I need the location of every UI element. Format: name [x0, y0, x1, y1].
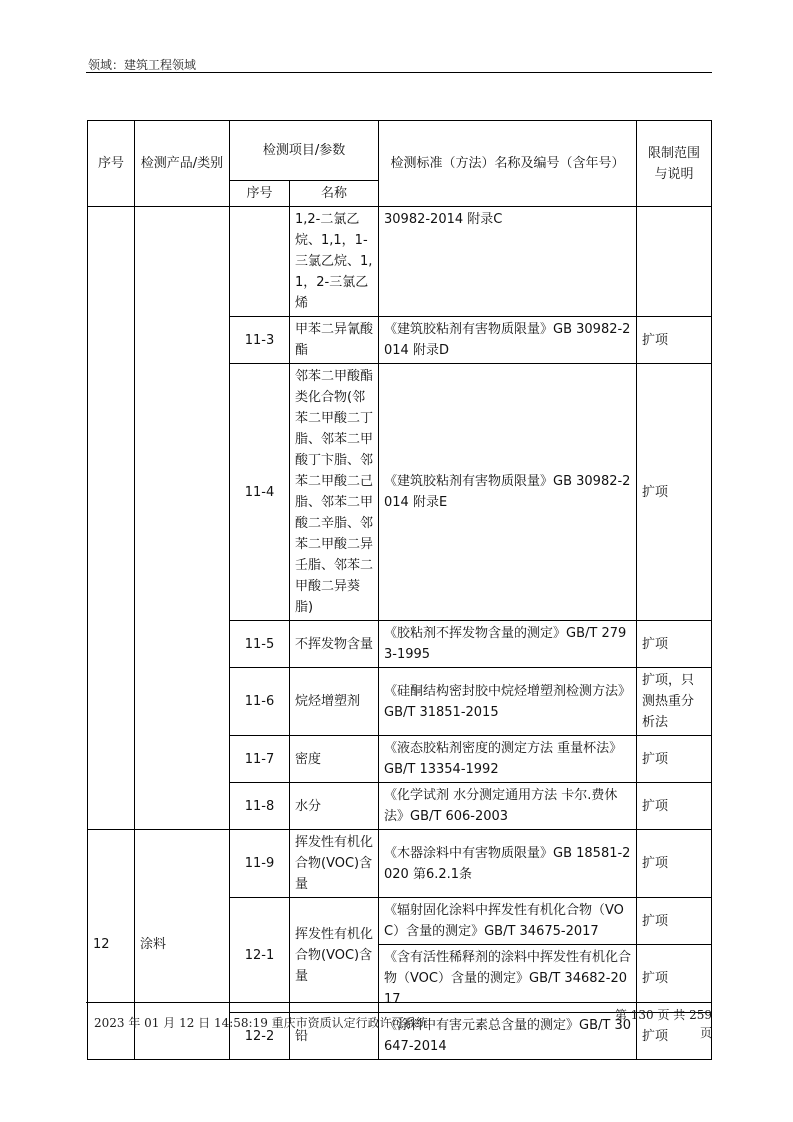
standard-cell: 《涂料中有害元素总含量的测定》GB/T 30647-2014: [379, 1013, 637, 1060]
sub-seq-cell: 11-5: [230, 621, 290, 668]
standard-cell: 《建筑胶粘剂有害物质限量》GB 30982-2014 附录E: [379, 364, 637, 621]
sub-seq-cell: 12-1: [230, 898, 290, 1013]
limit-cell: 扩项: [637, 945, 712, 1013]
limit-cell: 扩项: [637, 1013, 712, 1060]
standard-cell: 《辐射固化涂料中挥发性有机化合物（VOC）含量的测定》GB/T 34675-2017: [379, 898, 637, 945]
sub-seq-cell: 11-6: [230, 668, 290, 736]
header-rule: [86, 72, 712, 73]
seq-cell-empty: [88, 207, 135, 830]
item-name-cell: 水分: [290, 783, 379, 830]
limit-cell: 扩项: [637, 317, 712, 364]
item-name-cell: 1,2-二氯乙烷、1,1，1-三氯乙烷、1,1，2-三氯乙烯: [290, 207, 379, 317]
domain-label: 领域：建筑工程领域: [88, 58, 197, 72]
limit-cell: 扩项: [637, 830, 712, 898]
footer-timestamp: 2023 年 01 月 12 日 14:58:19 重庆市资质认定行政许可系统: [94, 1016, 428, 1030]
header-item: 检测项目/参数: [230, 121, 379, 181]
table-row: [88, 830, 712, 898]
header-item-name: 名称: [290, 181, 379, 207]
footer-page-number: 第 130 页 共 259 页: [614, 1008, 712, 1040]
header-limit: 限制范围与说明: [637, 121, 712, 207]
product-cell: 涂料: [135, 830, 230, 1060]
limit-cell: 扩项: [637, 364, 712, 621]
standard-cell: 《胶粘剂不挥发物含量的测定》GB/T 2793-1995: [379, 621, 637, 668]
standard-cell: 《建筑胶粘剂有害物质限量》GB 30982-2014 附录D: [379, 317, 637, 364]
header-seq: 序号: [88, 121, 135, 207]
sub-seq-cell: [230, 207, 290, 317]
standard-cell: 30982-2014 附录C: [379, 207, 637, 317]
item-name-cell: 铅: [290, 1013, 379, 1060]
sub-seq-cell: 11-3: [230, 317, 290, 364]
limit-cell: 扩项: [637, 898, 712, 945]
inspection-table: [87, 120, 712, 1060]
limit-cell: 扩项: [637, 783, 712, 830]
product-cell-empty: [135, 207, 230, 830]
table-row: [88, 207, 712, 317]
standard-cell: 《化学试剂 水分测定通用方法 卡尔.费休法》GB/T 606-2003: [379, 783, 637, 830]
sub-seq-cell: 11-7: [230, 736, 290, 783]
seq-cell: 12: [88, 830, 135, 1060]
item-name-cell: 挥发性有机化合物(VOC)含量: [290, 830, 379, 898]
standard-cell: 《液态胶粘剂密度的测定方法 重量杯法》GB/T 13354-1992: [379, 736, 637, 783]
item-name-cell: 甲苯二异氰酸酯: [290, 317, 379, 364]
limit-cell: 扩项，只测热重分析法: [637, 668, 712, 736]
sub-seq-cell: 11-4: [230, 364, 290, 621]
limit-cell: [637, 207, 712, 317]
header-item-seq: 序号: [230, 181, 290, 207]
item-name-cell: 邻苯二甲酸酯类化合物(邻苯二甲酸二丁脂、邻苯二甲酸丁卞脂、邻苯二甲酸二己脂、邻苯二甲酸二辛脂、邻苯二甲酸二异壬脂、邻苯二甲酸二异葵脂): [290, 364, 379, 621]
sub-seq-cell: 12-2: [230, 1013, 290, 1060]
footer-rule: [86, 1002, 712, 1003]
standard-cell: 《含有活性稀释剂的涂料中挥发性有机化合物（VOC）含量的测定》GB/T 34682-2017: [379, 945, 637, 1013]
table-header-row: [88, 121, 712, 181]
item-name-cell: 不挥发物含量: [290, 621, 379, 668]
sub-seq-cell: 11-9: [230, 830, 290, 898]
sub-seq-cell: 11-8: [230, 783, 290, 830]
limit-cell: 扩项: [637, 621, 712, 668]
header-product: 检测产品/类别: [135, 121, 230, 207]
item-name-cell: 挥发性有机化合物(VOC)含量: [290, 898, 379, 1013]
header-standard: 检测标准（方法）名称及编号（含年号）: [379, 121, 637, 207]
item-name-cell: 烷烃增塑剂: [290, 668, 379, 736]
limit-cell: 扩项: [637, 736, 712, 783]
standard-cell: 《木器涂料中有害物质限量》GB 18581-2020 第6.2.1条: [379, 830, 637, 898]
standard-cell: 《硅酮结构密封胶中烷烃增塑剂检测方法》GB/T 31851-2015: [379, 668, 637, 736]
item-name-cell: 密度: [290, 736, 379, 783]
